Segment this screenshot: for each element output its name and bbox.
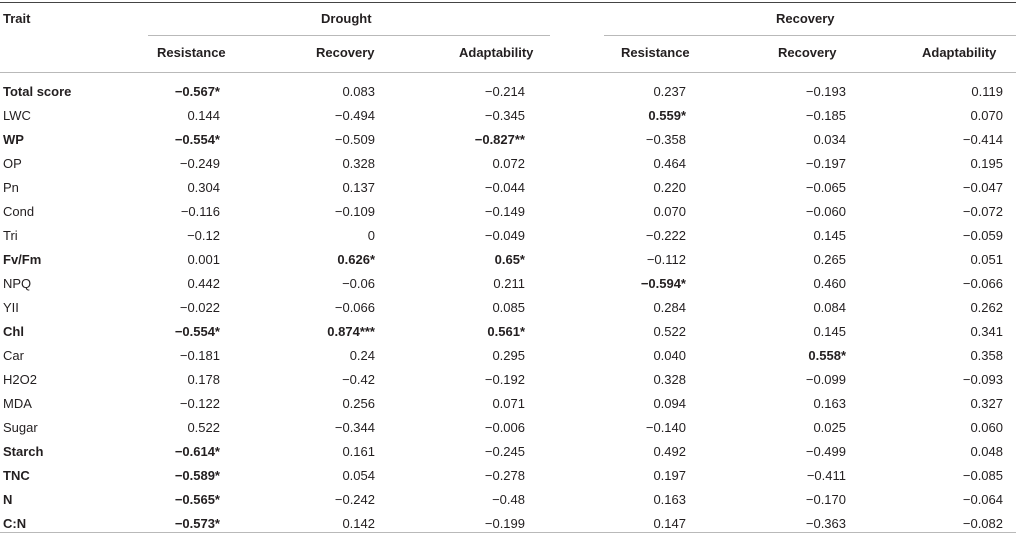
value-drought-adaptability: −0.345: [484, 108, 525, 123]
value-recovery-adaptability: −0.047: [962, 180, 1003, 195]
value-recovery-adaptability: 0.195: [970, 156, 1003, 171]
value-recovery-resistance: 0.464: [653, 156, 686, 171]
trait-label: NPQ: [3, 276, 32, 291]
value-drought-recovery: −0.509: [334, 132, 375, 147]
value-recovery-recovery: 0.558*: [808, 348, 846, 363]
trait-label: Total score: [3, 84, 72, 99]
value-drought-resistance: −0.554*: [174, 132, 220, 147]
value-recovery-resistance: −0.112: [646, 252, 686, 267]
trait-label: Pn: [3, 180, 19, 195]
value-drought-adaptability: 0.072: [492, 156, 525, 171]
table-row: [0, 224, 1016, 248]
value-drought-adaptability: −0.049: [484, 228, 525, 243]
value-drought-resistance: −0.567*: [174, 84, 220, 99]
table-row: [0, 344, 1016, 368]
value-recovery-adaptability: 0.070: [970, 108, 1003, 123]
value-drought-adaptability: −0.199: [484, 516, 525, 531]
table-row: [0, 80, 1016, 104]
value-recovery-recovery: −0.499: [805, 444, 846, 459]
trait-label: TNC: [3, 468, 30, 483]
value-drought-recovery: 0.083: [342, 84, 375, 99]
value-drought-adaptability: −0.192: [484, 372, 525, 387]
value-drought-recovery: 0.161: [342, 444, 375, 459]
value-drought-resistance: −0.022: [179, 300, 220, 315]
value-recovery-adaptability: 0.341: [970, 324, 1003, 339]
value-drought-adaptability: −0.214: [484, 84, 525, 99]
value-drought-resistance: −0.554*: [174, 324, 220, 339]
trait-label: LWC: [3, 108, 31, 123]
value-recovery-resistance: 0.237: [653, 84, 686, 99]
value-recovery-recovery: 0.025: [813, 420, 846, 435]
value-drought-adaptability: 0.085: [492, 300, 525, 315]
value-drought-recovery: 0: [367, 228, 375, 243]
trait-label: H2O2: [3, 372, 37, 387]
table-bottom-rule: [0, 532, 1016, 533]
value-recovery-resistance: 0.522: [653, 324, 686, 339]
table-row: [0, 392, 1016, 416]
value-recovery-adaptability: −0.064: [962, 492, 1003, 507]
value-recovery-recovery: −0.411: [806, 468, 846, 483]
value-drought-adaptability: 0.071: [492, 396, 525, 411]
value-drought-recovery: 0.142: [342, 516, 375, 531]
value-drought-recovery: −0.109: [334, 204, 375, 219]
trait-label: N: [3, 492, 13, 507]
value-drought-adaptability: 0.65*: [494, 252, 525, 267]
table-top-rule: [0, 2, 1016, 3]
value-recovery-resistance: 0.284: [653, 300, 686, 315]
value-recovery-recovery: 0.145: [813, 228, 846, 243]
value-recovery-recovery: −0.170: [805, 492, 846, 507]
value-recovery-adaptability: −0.082: [962, 516, 1003, 531]
value-drought-recovery: −0.066: [334, 300, 375, 315]
value-drought-resistance: 0.304: [187, 180, 220, 195]
value-recovery-adaptability: −0.414: [962, 132, 1003, 147]
value-drought-recovery: 0.874***: [327, 324, 375, 339]
table-row: [0, 488, 1016, 512]
table-row: [0, 416, 1016, 440]
value-recovery-recovery: −0.193: [805, 84, 846, 99]
value-recovery-recovery: 0.145: [813, 324, 846, 339]
value-drought-adaptability: −0.278: [484, 468, 525, 483]
value-recovery-resistance: 0.163: [653, 492, 686, 507]
value-recovery-resistance: 0.492: [653, 444, 686, 459]
value-drought-adaptability: −0.827**: [474, 132, 525, 147]
value-recovery-recovery: 0.084: [813, 300, 846, 315]
value-drought-resistance: 0.001: [187, 252, 220, 267]
value-recovery-recovery: −0.060: [805, 204, 846, 219]
value-recovery-resistance: −0.358: [645, 132, 686, 147]
trait-column-header: Trait: [3, 11, 31, 26]
subheader-recovery-resistance: Resistance: [621, 45, 690, 60]
value-recovery-recovery: −0.363: [805, 516, 846, 531]
value-recovery-resistance: 0.328: [653, 372, 686, 387]
value-drought-resistance: 0.178: [187, 372, 220, 387]
value-drought-resistance: 0.442: [187, 276, 220, 291]
subheader-recovery-recovery: Recovery: [778, 45, 837, 60]
value-recovery-adaptability: 0.327: [970, 396, 1003, 411]
value-recovery-recovery: −0.099: [805, 372, 846, 387]
value-drought-resistance: −0.249: [179, 156, 220, 171]
value-drought-recovery: 0.24: [349, 348, 375, 363]
value-drought-adaptability: 0.211: [493, 276, 525, 291]
value-drought-adaptability: −0.245: [484, 444, 525, 459]
table-row: [0, 440, 1016, 464]
value-recovery-adaptability: 0.048: [970, 444, 1003, 459]
trait-label: WP: [3, 132, 24, 147]
value-drought-adaptability: −0.149: [484, 204, 525, 219]
value-drought-recovery: 0.328: [342, 156, 375, 171]
value-drought-resistance: −0.614*: [174, 444, 220, 459]
value-recovery-resistance: −0.140: [645, 420, 686, 435]
table-body: [0, 80, 1016, 536]
value-recovery-adaptability: −0.059: [962, 228, 1003, 243]
value-recovery-resistance: 0.094: [653, 396, 686, 411]
value-recovery-resistance: −0.222: [645, 228, 686, 243]
trait-label: MDA: [3, 396, 32, 411]
value-drought-resistance: −0.573*: [174, 516, 220, 531]
table-row: [0, 368, 1016, 392]
value-drought-resistance: −0.116: [180, 204, 220, 219]
value-recovery-resistance: 0.220: [653, 180, 686, 195]
value-recovery-resistance: 0.070: [653, 204, 686, 219]
table-row: [0, 176, 1016, 200]
value-recovery-adaptability: 0.051: [970, 252, 1003, 267]
trait-label: Cond: [3, 204, 35, 219]
value-drought-recovery: −0.344: [334, 420, 375, 435]
value-recovery-recovery: 0.034: [813, 132, 846, 147]
value-recovery-adaptability: −0.066: [962, 276, 1003, 291]
value-drought-resistance: −0.122: [179, 396, 220, 411]
value-recovery-adaptability: 0.358: [970, 348, 1003, 363]
value-recovery-resistance: 0.559*: [648, 108, 686, 123]
value-recovery-recovery: −0.185: [805, 108, 846, 123]
value-recovery-resistance: 0.197: [653, 468, 686, 483]
value-drought-adaptability: 0.295: [492, 348, 525, 363]
subheader-drought-resistance: Resistance: [157, 45, 226, 60]
recovery-group-rule: [604, 35, 1016, 36]
trait-label: YII: [3, 300, 19, 315]
value-recovery-resistance: 0.147: [653, 516, 686, 531]
value-recovery-adaptability: −0.093: [962, 372, 1003, 387]
trait-label: OP: [3, 156, 22, 171]
value-recovery-recovery: 0.163: [813, 396, 846, 411]
table-row: [0, 272, 1016, 296]
value-drought-recovery: 0.054: [342, 468, 375, 483]
value-drought-recovery: 0.256: [342, 396, 375, 411]
value-recovery-adaptability: −0.072: [962, 204, 1003, 219]
trait-label: C:N: [3, 516, 27, 531]
value-drought-recovery: −0.06: [342, 276, 375, 291]
recovery-group-header: Recovery: [776, 11, 835, 26]
drought-group-rule: [148, 35, 550, 36]
table-row: [0, 248, 1016, 272]
value-drought-resistance: −0.565*: [174, 492, 220, 507]
table-row: [0, 200, 1016, 224]
value-recovery-adaptability: −0.085: [962, 468, 1003, 483]
value-recovery-recovery: −0.065: [805, 180, 846, 195]
table-row: [0, 152, 1016, 176]
value-recovery-recovery: 0.460: [813, 276, 846, 291]
value-drought-recovery: 0.137: [342, 180, 375, 195]
table-row: [0, 464, 1016, 488]
header-bottom-rule: [0, 72, 1016, 73]
value-recovery-adaptability: 0.060: [970, 420, 1003, 435]
value-drought-adaptability: −0.48: [492, 492, 525, 507]
value-drought-resistance: −0.589*: [174, 468, 220, 483]
drought-group-header: Drought: [321, 11, 372, 26]
value-drought-resistance: 0.144: [187, 108, 220, 123]
table-row: [0, 320, 1016, 344]
trait-label: Car: [3, 348, 24, 363]
value-drought-resistance: −0.12: [187, 228, 220, 243]
subheader-drought-recovery: Recovery: [316, 45, 375, 60]
value-recovery-adaptability: 0.262: [970, 300, 1003, 315]
value-drought-resistance: −0.181: [179, 348, 220, 363]
table-row: [0, 128, 1016, 152]
value-drought-recovery: 0.626*: [337, 252, 375, 267]
value-drought-recovery: −0.242: [334, 492, 375, 507]
value-recovery-adaptability: 0.119: [971, 84, 1003, 99]
trait-label: Tri: [3, 228, 18, 243]
value-recovery-resistance: 0.040: [653, 348, 686, 363]
subheader-recovery-adaptability: Adaptability: [922, 45, 997, 60]
value-drought-adaptability: 0.561*: [487, 324, 525, 339]
value-recovery-recovery: 0.265: [813, 252, 846, 267]
value-drought-recovery: −0.494: [334, 108, 375, 123]
trait-label: Chl: [3, 324, 24, 339]
value-drought-recovery: −0.42: [342, 372, 375, 387]
value-drought-adaptability: −0.006: [484, 420, 525, 435]
trait-label: Starch: [3, 444, 44, 459]
value-recovery-recovery: −0.197: [805, 156, 846, 171]
trait-label: Fv/Fm: [3, 252, 42, 267]
value-drought-resistance: 0.522: [187, 420, 220, 435]
subheader-drought-adaptability: Adaptability: [459, 45, 534, 60]
value-drought-adaptability: −0.044: [484, 180, 525, 195]
table-row: [0, 296, 1016, 320]
trait-label: Sugar: [3, 420, 38, 435]
value-recovery-resistance: −0.594*: [640, 276, 686, 291]
table-row: [0, 104, 1016, 128]
